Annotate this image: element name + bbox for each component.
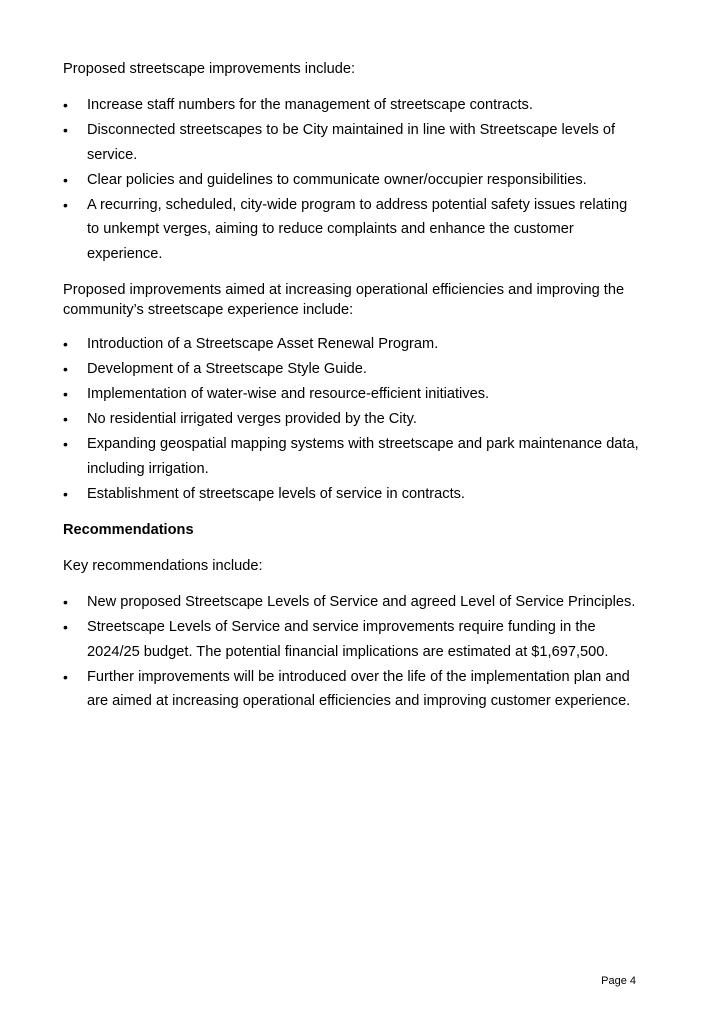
page-number: Page 4 bbox=[601, 975, 636, 987]
streetscape-improvements-intro: Proposed streetscape improvements include: bbox=[63, 61, 356, 77]
list-item: • Implementation of water-wise and resource-efficient initiatives. bbox=[63, 382, 643, 407]
document-page bbox=[63, 59, 643, 714]
list-item: • A recurring, scheduled, city-wide program to address potential safety issues relating to unkempt verges, aiming to reduce complaints and enhance the customer experience. bbox=[63, 193, 643, 267]
streetscape-improvements-list bbox=[63, 93, 643, 266]
list-item: • Introduction of a Streetscape Asset Renewal Program. bbox=[63, 332, 643, 357]
list-item: • Expanding geospatial mapping systems with streetscape and park maintenance data, including irrigation. bbox=[63, 432, 643, 481]
recommendations-intro: Key recommendations include: bbox=[63, 558, 263, 574]
operational-improvements-list bbox=[63, 332, 643, 506]
list-item: • Increase staff numbers for the management of streetscape contracts. bbox=[63, 93, 643, 118]
list-item: • Clear policies and guidelines to communicate owner/occupier responsibilities. bbox=[63, 168, 643, 193]
recommendations-heading: Recommendations bbox=[63, 522, 194, 538]
list-item: • Disconnected streetscapes to be City maintained in line with Streetscape levels of service. bbox=[63, 118, 643, 167]
list-item: • Development of a Streetscape Style Guide. bbox=[63, 357, 643, 382]
list-item: • New proposed Streetscape Levels of Service and agreed Level of Service Principles. bbox=[63, 590, 643, 615]
list-item: • Establishment of streetscape levels of service in contracts. bbox=[63, 482, 643, 507]
operational-improvements-intro: Proposed improvements aimed at increasing operational efficiencies and improving the community’s streetscape experience include: bbox=[63, 282, 625, 318]
recommendations-list bbox=[63, 590, 643, 714]
list-item: • No residential irrigated verges provided by the City. bbox=[63, 407, 643, 432]
list-item: • Streetscape Levels of Service and service improvements require funding in the 2024/25 budget. The potential financial implications are estimated at $1,697,500. bbox=[63, 615, 643, 664]
list-item: • Further improvements will be introduced over the life of the implementation plan and are aimed at increasing operational efficiencies and improving customer experience. bbox=[63, 665, 643, 714]
